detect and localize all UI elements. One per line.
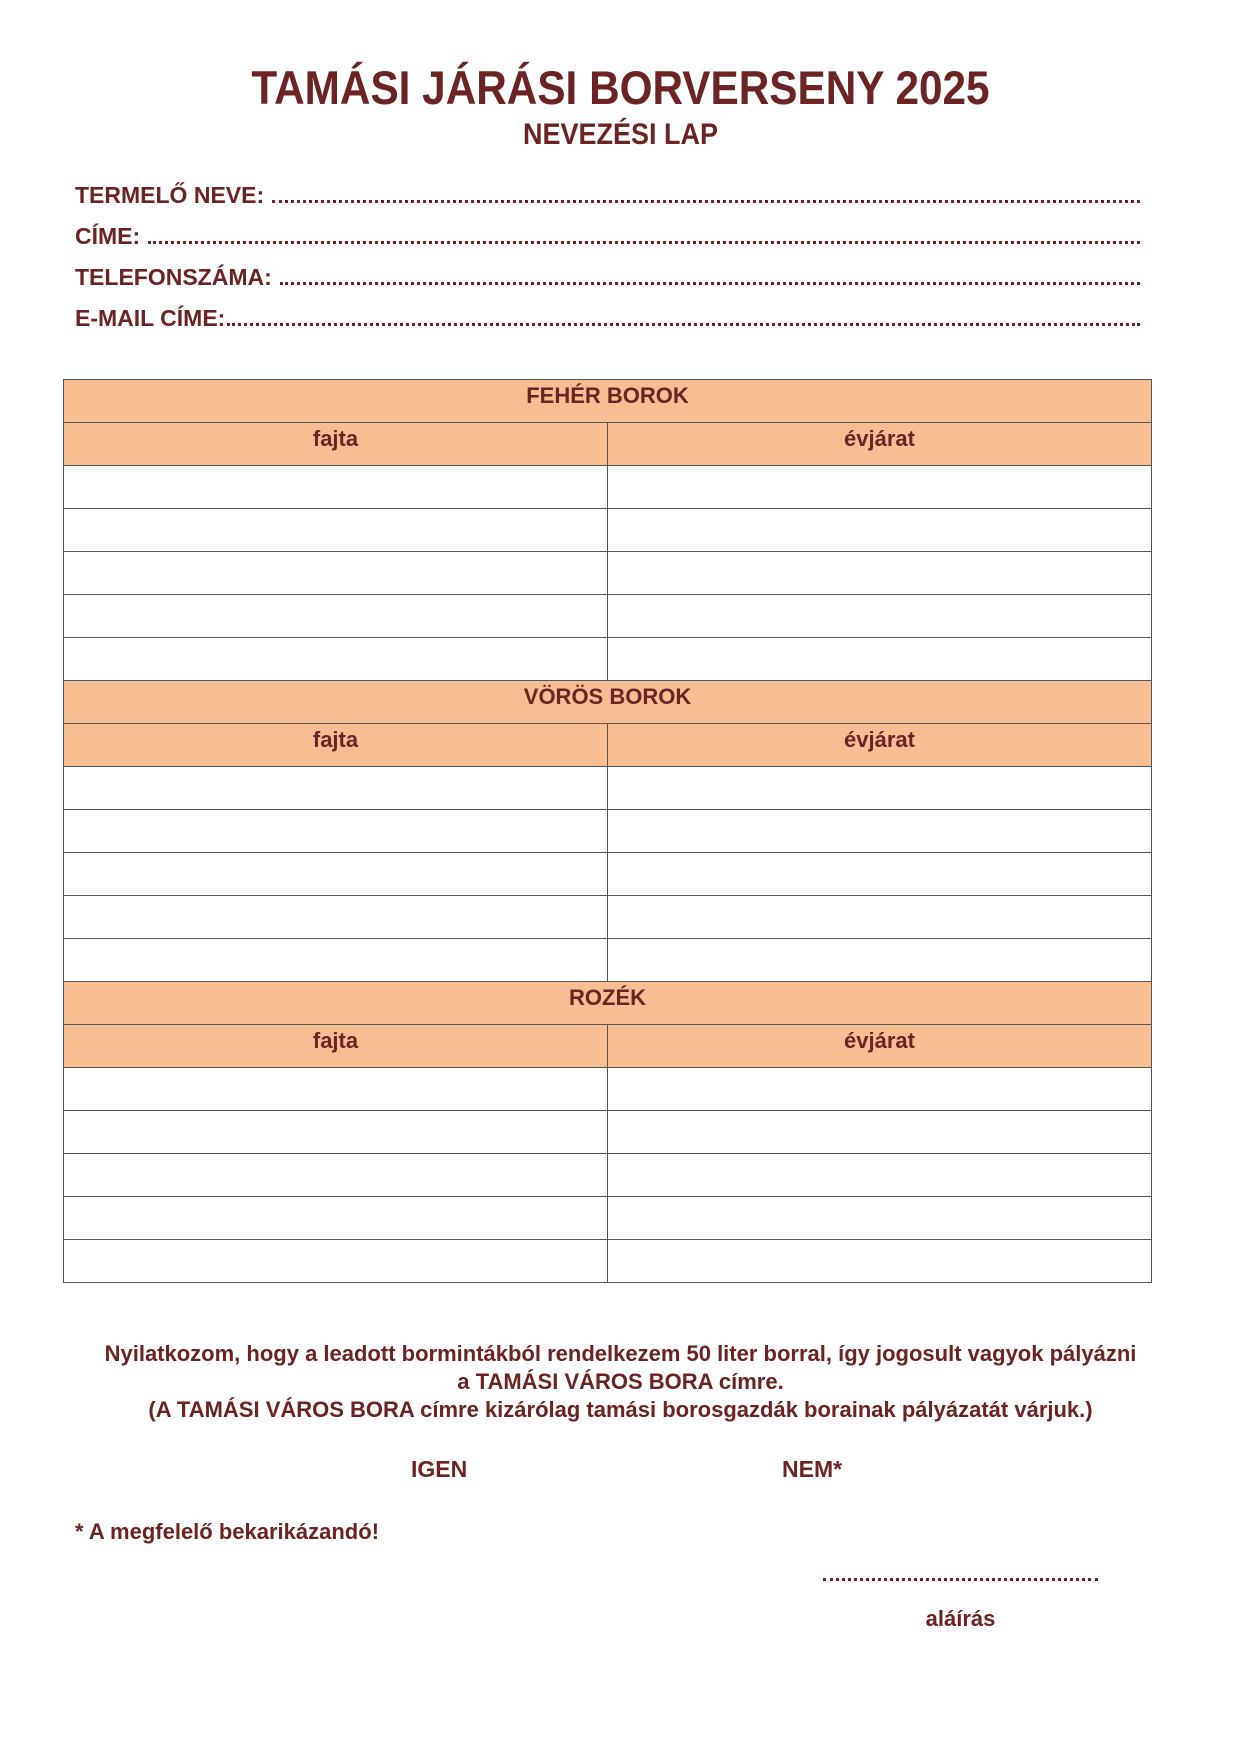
vintage-cell[interactable]	[608, 552, 1152, 595]
vintage-cell[interactable]	[608, 638, 1152, 681]
table-row	[64, 552, 1152, 595]
choice-no[interactable]: NEM*	[782, 1456, 843, 1482]
address-dotted-line[interactable]	[148, 223, 1140, 244]
declaration-line-3: (A TAMÁSI VÁROS BORA címre kizárólag tamási borosgazdák borainak pályázatát várjuk.)	[148, 1397, 1093, 1422]
variety-cell[interactable]	[64, 1111, 608, 1154]
producer-name-field[interactable]	[75, 182, 1140, 212]
vintage-cell[interactable]	[608, 853, 1152, 896]
variety-cell[interactable]	[64, 939, 608, 982]
column-header-variety: fajta	[64, 423, 608, 466]
vintage-cell[interactable]	[608, 1197, 1152, 1240]
signature-label: aláírás	[925, 1606, 996, 1631]
vintage-cell[interactable]	[608, 1240, 1152, 1283]
vintage-cell[interactable]	[608, 896, 1152, 939]
variety-cell[interactable]	[64, 1068, 608, 1111]
vintage-cell[interactable]	[608, 939, 1152, 982]
variety-cell[interactable]	[64, 810, 608, 853]
email-label: E-MAIL CÍME:	[75, 305, 226, 331]
table-row	[64, 896, 1152, 939]
variety-cell[interactable]	[64, 896, 608, 939]
declaration-line-1: Nyilatkozom, hogy a leadott bormintákból rendelkezem 50 liter borral, így jogosult vagyok pályázni	[104, 1341, 1137, 1366]
column-header-variety: fajta	[64, 724, 608, 767]
table-row	[64, 638, 1152, 681]
section-title-white: FEHÉR BOROK	[64, 380, 1152, 423]
declaration-line-2: a TAMÁSI VÁROS BORA címre.	[457, 1369, 784, 1394]
vintage-cell[interactable]	[608, 595, 1152, 638]
variety-cell[interactable]	[64, 853, 608, 896]
email-field[interactable]	[75, 305, 1140, 335]
table-row	[64, 466, 1152, 509]
table-row	[64, 509, 1152, 552]
variety-cell[interactable]	[64, 767, 608, 810]
footnote: * A megfelelő bekarikázandó!	[75, 1519, 380, 1544]
vintage-cell[interactable]	[608, 767, 1152, 810]
column-header-vintage: évjárat	[608, 724, 1152, 767]
variety-cell[interactable]	[64, 595, 608, 638]
phone-label: TELEFONSZÁMA:	[75, 264, 272, 290]
choice-yes[interactable]: IGEN	[411, 1456, 468, 1482]
variety-cell[interactable]	[64, 638, 608, 681]
vintage-cell[interactable]	[608, 1068, 1152, 1111]
section-title-red: VÖRÖS BOROK	[64, 681, 1152, 724]
wine-entry-table	[63, 379, 1152, 1283]
title-name: TAMÁSI VÁROS BORA	[176, 1397, 415, 1422]
vintage-cell[interactable]	[608, 810, 1152, 853]
phone-field[interactable]	[75, 264, 1140, 294]
section-title-rose: ROZÉK	[64, 982, 1152, 1025]
email-dotted-line[interactable]	[227, 305, 1140, 326]
variety-cell[interactable]	[64, 1197, 608, 1240]
variety-cell[interactable]	[64, 509, 608, 552]
vintage-cell[interactable]	[608, 509, 1152, 552]
phone-dotted-line[interactable]	[280, 264, 1140, 285]
table-row	[64, 767, 1152, 810]
page-subtitle: NEVEZÉSI LAP	[522, 118, 719, 151]
address-field[interactable]	[75, 223, 1140, 253]
table-row	[64, 1197, 1152, 1240]
table-row	[64, 939, 1152, 982]
variety-cell[interactable]	[64, 1154, 608, 1197]
signature-dotted-line[interactable]	[823, 1578, 1098, 1581]
variety-cell[interactable]	[64, 1240, 608, 1283]
table-row	[64, 1154, 1152, 1197]
column-header-vintage: évjárat	[608, 1025, 1152, 1068]
table-row	[64, 1068, 1152, 1111]
vintage-cell[interactable]	[608, 1111, 1152, 1154]
table-row	[64, 1240, 1152, 1283]
table-row	[64, 853, 1152, 896]
table-row	[64, 810, 1152, 853]
column-header-variety: fajta	[64, 1025, 608, 1068]
title-name: TAMÁSI VÁROS BORA	[475, 1369, 713, 1394]
table-row	[64, 595, 1152, 638]
column-header-vintage: évjárat	[608, 423, 1152, 466]
producer-name-label: TERMELŐ NEVE:	[75, 182, 265, 208]
vintage-cell[interactable]	[608, 466, 1152, 509]
producer-name-dotted-line[interactable]	[272, 182, 1140, 203]
table-row	[64, 1111, 1152, 1154]
variety-cell[interactable]	[64, 466, 608, 509]
page-title: TAMÁSI JÁRÁSI BORVERSENY 2025	[251, 61, 990, 114]
vintage-cell[interactable]	[608, 1154, 1152, 1197]
address-label: CÍME:	[75, 223, 141, 249]
variety-cell[interactable]	[64, 552, 608, 595]
